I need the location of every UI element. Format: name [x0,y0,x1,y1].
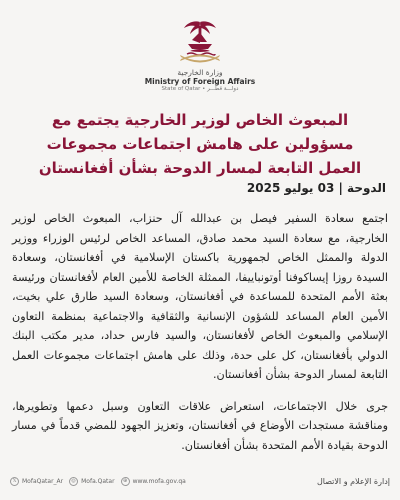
logo-english-name: Ministry of Foreign Affairs [144,77,256,87]
social-handle: MofaQatar_Ar [22,477,64,485]
logo-state-line: State of Qatar • دولـــة قطـــر [161,86,239,93]
social-links [10,477,186,486]
body-paragraph: اجتمع سعادة السفير فيصل بن عبدالله آل حنزاب، المبعوث الخاص لوزير الخارجية، مع سعادة السيد محمد صادق، المساعد الخاص لرئيس الوزراء ووزير الدولة والممثل الخاص لجمهورية باكستان الإسلامية في أفغانستان، وسعادة السيدة روزا إيساكوفنا أوتونباييفا، الممثلة الخاصة للأمين العام لأفغانستان ورئيسة بعثة الأمم المتحدة للمساعدة في أفغانستان، وسعادة السيد طارق علي بخيت، الأمين العام المساعد للشؤون الإنسانية والثقافية والاجتماعية بمنظمة التعاون الإسلامي والمبعوث الخاص لأفغانستان، والسيد فارس حداد، مدير مكتب البنك الدولي بأفغانستان، كل على حدة، وذلك على هامش اجتماعات مجموعات العمل التابعة لمسار الدوحة بشأن أفغانستان. [12,212,388,381]
footer [10,472,390,490]
logo-arabic-name: وزارة الخارجية [177,68,223,77]
instagram-icon: ◎ [69,477,78,486]
social-handle: Mofa.Qatar [81,477,115,485]
x-icon: 𝕏 [10,477,19,486]
body-paragraph: جرى خلال الاجتماعات، استعراض علاقات التعاون وسبل دعمها وتطويرها، ومناقشة مستجدات الأوضاع في أفغانستان، وتعزيز الجهود للمضي قدماً في مسار الدوحة بقيادة الأمم المتحدة بشأن أفغانستان. [12,399,388,452]
dateline: الدوحة | 03 يوليو 2025 [246,181,386,195]
qatar-emblem-icon [174,16,226,68]
web-icon: ⊕ [121,477,130,486]
social-link-website[interactable] [121,477,186,486]
ministry-logo [0,16,400,93]
press-release-body [12,209,388,467]
website-url: www.mofa.gov.qa [132,477,186,485]
social-link-x[interactable] [10,477,63,486]
social-link-instagram[interactable] [69,477,114,486]
department-name: إدارة الإعلام و الاتصال [316,476,390,486]
press-release-title: المبعوث الخاص لوزير الخارجية يجتمع مع مسؤولين على هامش اجتماعات مجموعات العمل التابعة لمسار الدوحة بشأن أفغانستان [38,111,362,177]
